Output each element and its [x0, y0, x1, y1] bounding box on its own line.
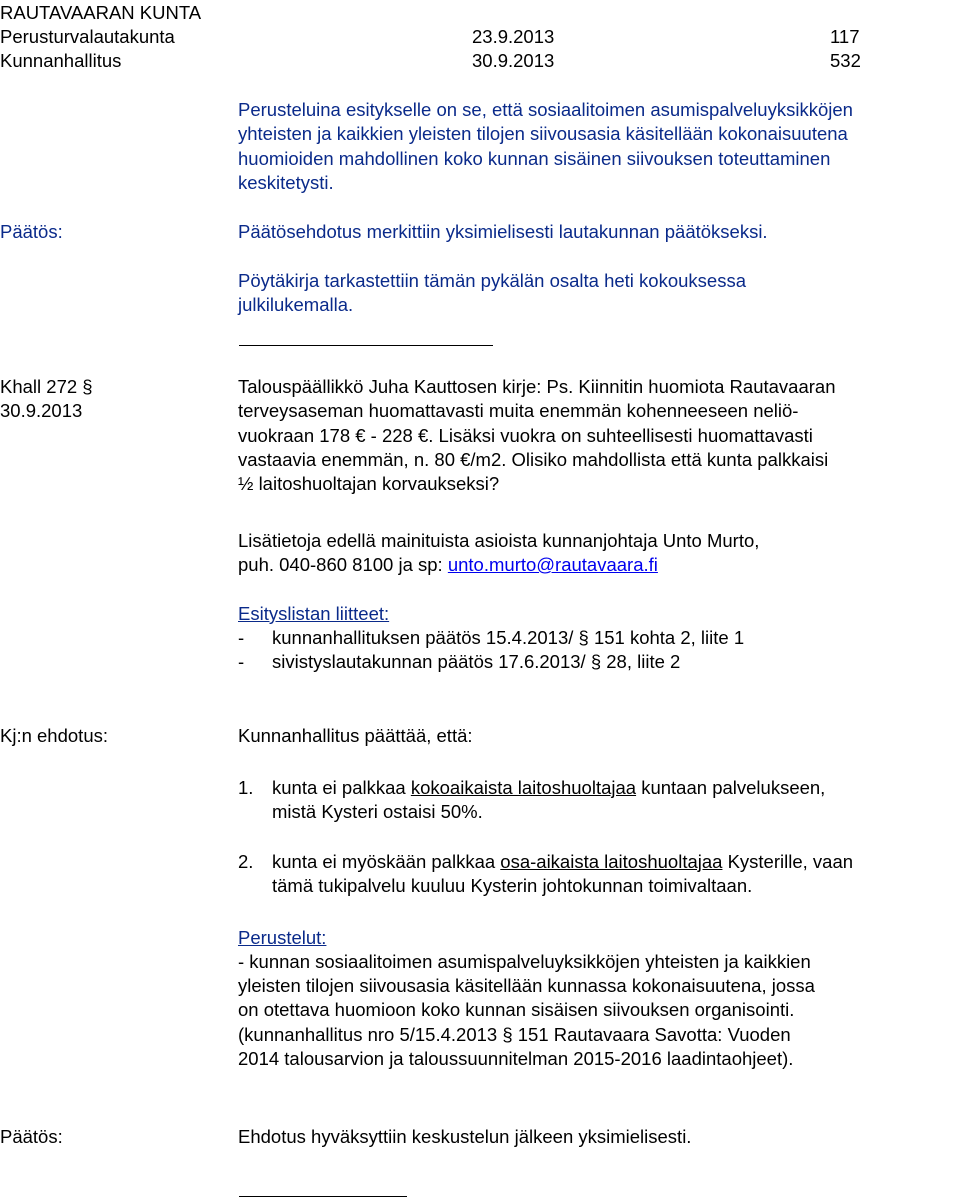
proposal-item-number: 1.	[238, 777, 254, 798]
attachment-dash: -	[238, 651, 245, 672]
reasons-line: 2014 talousarvion ja taloussuunnitelman 2015-2016 laadintaohjeet).	[238, 1048, 794, 1069]
section-divider	[239, 345, 493, 346]
letter-line: vuokraan 178 € - 228 €. Lisäksi vuokra on suhteellisesti huomattavasti	[238, 425, 813, 446]
reasons-heading: Perustelut:	[238, 927, 327, 948]
header-body-2: Kunnanhallitus	[0, 50, 122, 71]
header-date-1: 23.9.2013	[472, 26, 555, 47]
section-reference-date: 30.9.2013	[0, 400, 83, 421]
header-body-1: Perusturvalautakunta	[0, 26, 175, 47]
paragraph-line: huomioiden mahdollinen koko kunnan sisäinen siivouksen toteuttaminen	[238, 148, 831, 169]
reasons-line: - kunnan sosiaalitoimen asumispalveluyksikköjen yhteisten ja kaikkien	[238, 951, 811, 972]
proposal-intro: Kunnanhallitus päättää, että:	[238, 725, 473, 746]
paragraph-sign: §	[82, 376, 93, 397]
minutes-line: Pöytäkirja tarkastettiin tämän pykälän osalta heti kokouksessa	[238, 270, 746, 291]
section-divider	[239, 1196, 407, 1197]
letter-line: vastaavia enemmän, n. 80 €/m2. Olisiko mahdollista että kunta palkkaisi	[238, 449, 829, 470]
email-link[interactable]: unto.murto@rautavaara.fi	[447, 554, 658, 575]
reasons-line: yleisten tilojen siivousasia käsitellään kunnassa kokonaisuutena, jossa	[238, 975, 815, 996]
decision-label: Päätös:	[0, 221, 63, 242]
underlined-term: kokoaikaista laitoshuoltajaa	[410, 777, 637, 798]
organization-name: RAUTAVAARAN KUNTA	[0, 2, 202, 23]
proposal-item: kunta ei myöskään palkkaa osa-aikaista laitoshuoltajaa Kysterille, vaan	[272, 851, 854, 872]
underlined-term: osa-aikaista laitoshuoltajaa	[500, 851, 723, 872]
letter-line: ½ laitoshuoltajan korvaukseksi?	[238, 473, 500, 494]
proposal-item-number: 2.	[238, 851, 254, 872]
minutes-line: julkilukemalla.	[238, 294, 354, 315]
decision-text: Päätösehdotus merkittiin yksimielisesti lautakunnan päätökseksi.	[238, 221, 768, 242]
proposal-item-continuation: tämä tukipalvelu kuuluu Kysterin johtokunnan toimivaltaan.	[272, 875, 753, 896]
letter-line: Talouspäällikkö Juha Kauttosen kirje: Ps. Kiinnitin huomiota Rautavaaran	[238, 376, 836, 397]
attachment-dash: -	[238, 627, 245, 648]
letter-line: terveysaseman huomattavasti muita enemmän kohenneeseen neliö-	[238, 400, 799, 421]
proposal-item: kunta ei palkkaa kokoaikaista laitoshuoltajaa kuntaan palvelukseen,	[272, 777, 826, 798]
header-page-2: 532	[830, 50, 861, 71]
header-date-2: 30.9.2013	[472, 50, 555, 71]
paragraph-line: keskitetysti.	[238, 172, 334, 193]
decision-text: Ehdotus hyväksyttiin keskustelun jälkeen yksimielisesti.	[238, 1126, 692, 1147]
paragraph-line: yhteisten ja kaikkien yleisten tilojen siivousasia käsitellään kokonaisuutena	[238, 123, 848, 144]
attachment-item: kunnanhallituksen päätös 15.4.2013/ § 151 kohta 2, liite 1	[272, 627, 745, 648]
section-reference: Khall 272 §	[0, 376, 93, 397]
reasons-line: on otettava huomioon koko kunnan sisäisen siivouksen organisointi.	[238, 999, 795, 1020]
proposal-item-continuation: mistä Kysteri ostaisi 50%.	[272, 801, 483, 822]
reasons-line: (kunnanhallitus nro 5/15.4.2013 § 151 Rautavaara Savotta: Vuoden	[238, 1024, 791, 1045]
attachment-item: sivistyslautakunnan päätös 17.6.2013/ § 28, liite 2	[272, 651, 681, 672]
paragraph-line: Perusteluina esitykselle on se, että sosiaalitoimen asumispalveluyksikköjen	[238, 99, 853, 120]
proposal-label: Kj:n ehdotus:	[0, 725, 108, 746]
attachments-heading: Esityslistan liitteet:	[238, 603, 390, 624]
decision-label: Päätös:	[0, 1126, 63, 1147]
info-line: Lisätietoja edellä mainituista asioista kunnanjohtaja Unto Murto,	[238, 530, 760, 551]
info-line: puh. 040-860 8100 ja sp: unto.murto@rautavaara.fi	[238, 554, 658, 575]
header-page-1: 117	[830, 26, 860, 47]
